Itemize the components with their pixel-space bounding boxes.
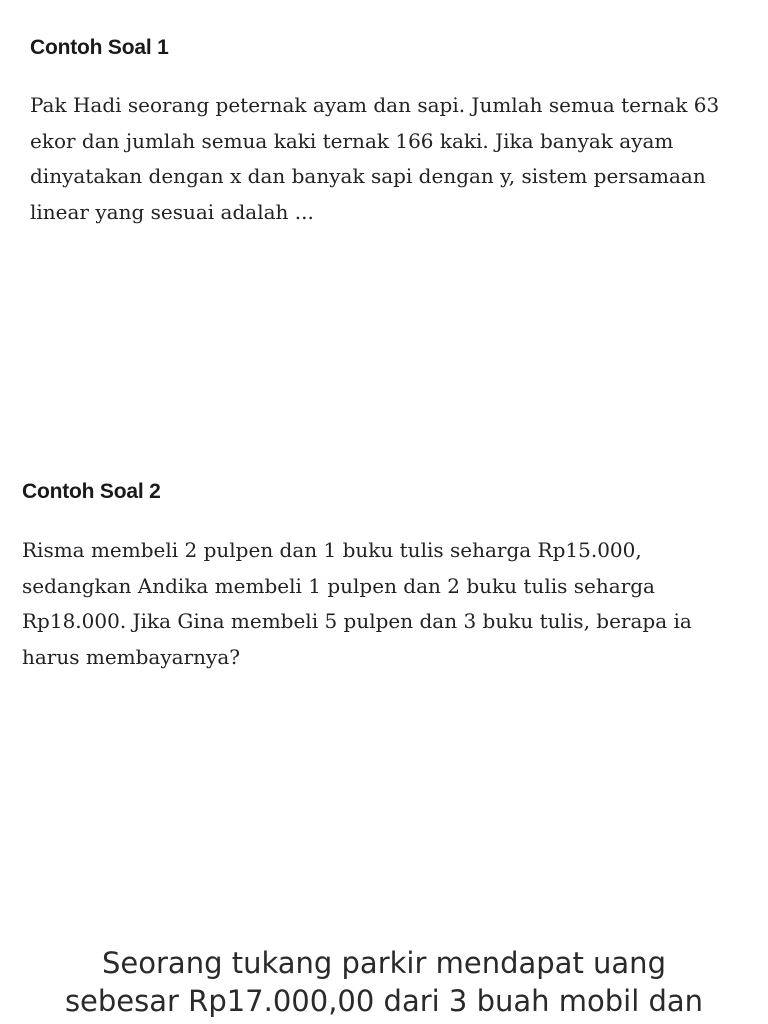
question-1-heading: Contoh Soal 1 xyxy=(30,36,169,59)
question-1-text: Pak Hadi seorang peternak ayam dan sapi. Jumlah semua ternak 63 ekor dan jumlah semua kaki ternak 166 kaki. Jika banyak ayam dinyatakan dengan x dan banyak sapi dengan y, sistem persamaan linear yang sesuai adalah ... xyxy=(30,93,720,224)
caption-line-1: Seorang tukang parkir mendapat uang xyxy=(102,946,666,980)
caption-text xyxy=(0,944,768,1020)
question-2-text: Risma membeli 2 pulpen dan 1 buku tulis seharga Rp15.000, sedangkan Andika membeli 1 pulpen dan 2 buku tulis seharga Rp18.000. Jika Gina membeli 5 pulpen dan 3 buku tulis, berapa ia harus membayarnya? xyxy=(22,538,692,669)
caption-line-2: sebesar Rp17.000,00 dari 3 buah mobil dan xyxy=(64,984,704,1018)
question-2-heading: Contoh Soal 2 xyxy=(22,480,161,503)
